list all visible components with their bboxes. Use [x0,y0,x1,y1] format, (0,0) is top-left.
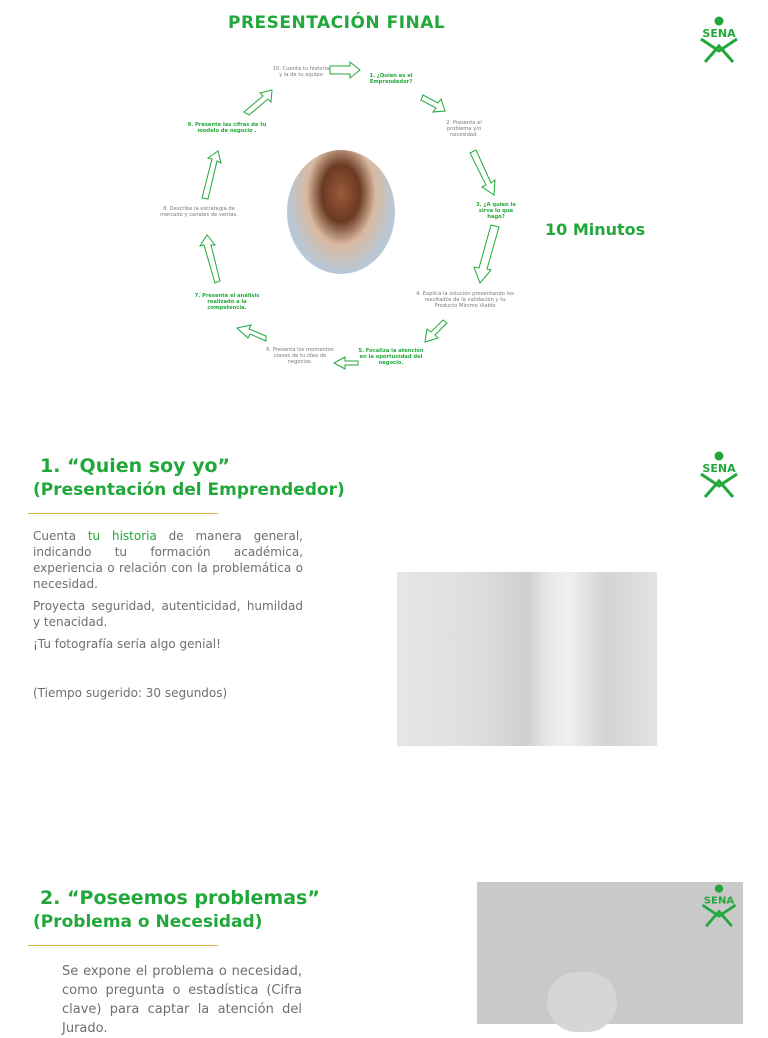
story-link: tu historia [87,529,157,543]
para2: Proyecta seguridad, autenticidad, humildad y tenacidad. [33,599,303,629]
step-3: 3. ¿A quien le sirve lo que hago? [476,202,516,220]
svg-text:SENA: SENA [702,462,736,475]
arrow-8 [200,235,220,283]
time-label: 10 Minutos [545,220,646,239]
slide3-title: 2. “Poseemos problemas” [40,887,320,909]
slide2-title: 1. “Quien soy yo” [40,455,231,477]
step-10: 10. Cuenta tu historia y la de tu equipo [272,66,330,78]
arrow-top [330,62,360,78]
step-7: 7. Presente el análisis realizado a la competencia. [194,293,260,311]
slide1-title: PRESENTACIÓN FINAL [228,13,446,33]
step-8: 8. Describe la estrategia de mercado y canales de ventas. [160,206,238,218]
woman-on-phone-image [287,150,395,274]
para1-pre: Cuenta [33,529,77,543]
sena-logo-icon [697,884,741,928]
sena-logo-icon [695,451,743,499]
time-suggested: (Tiempo sugerido: 30 segundos) [33,686,228,700]
divider [28,945,218,946]
step-2: 2. Presenta el problema y/o necesidad. [446,120,482,138]
arrow-10 [244,90,272,115]
divider [28,513,218,514]
question-mark-icon [547,972,617,1032]
arrow-5 [425,320,447,342]
svg-text:SENA: SENA [702,27,736,40]
para1-post: de manera general, indicando tu formación académica, experiencia o relación con la problemática o necesidad. [33,529,303,591]
sena-logo-icon [695,16,743,64]
step-1: 1. ¿Quien es el Emprendedor? [369,73,413,85]
arrow-3 [470,150,495,195]
step-4: 4. Explica la solución presentando los resultados de la validación y tu Producto Mínimo Viable [416,291,514,309]
slide2-subtitle: (Presentación del Emprendedor) [33,480,345,500]
arrow-7 [237,325,266,341]
arrow-4 [474,225,499,283]
slide3-subtitle: (Problema o Necesidad) [33,912,263,932]
arrow-9 [202,151,221,199]
slide2-body [33,528,303,658]
arrow-2 [421,95,445,112]
step-6: 6. Presenta los momentos claves de tu idea de negocios. [266,347,334,365]
handshake-image [397,572,657,746]
para3: ¡Tu fotografía sería algo genial! [33,637,221,651]
svg-text:SENA: SENA [703,895,735,907]
step-9: 9. Presente las cifras de tu modelo de negocio . [187,122,267,134]
step-5: 5. Focaliza la atención en la oportunidad del negocio. [358,348,424,366]
slide3-body: Se expone el problema o necesidad, como pregunta o estadística (Cifra clave) para captar la atención del Jurado. [62,964,302,1036]
